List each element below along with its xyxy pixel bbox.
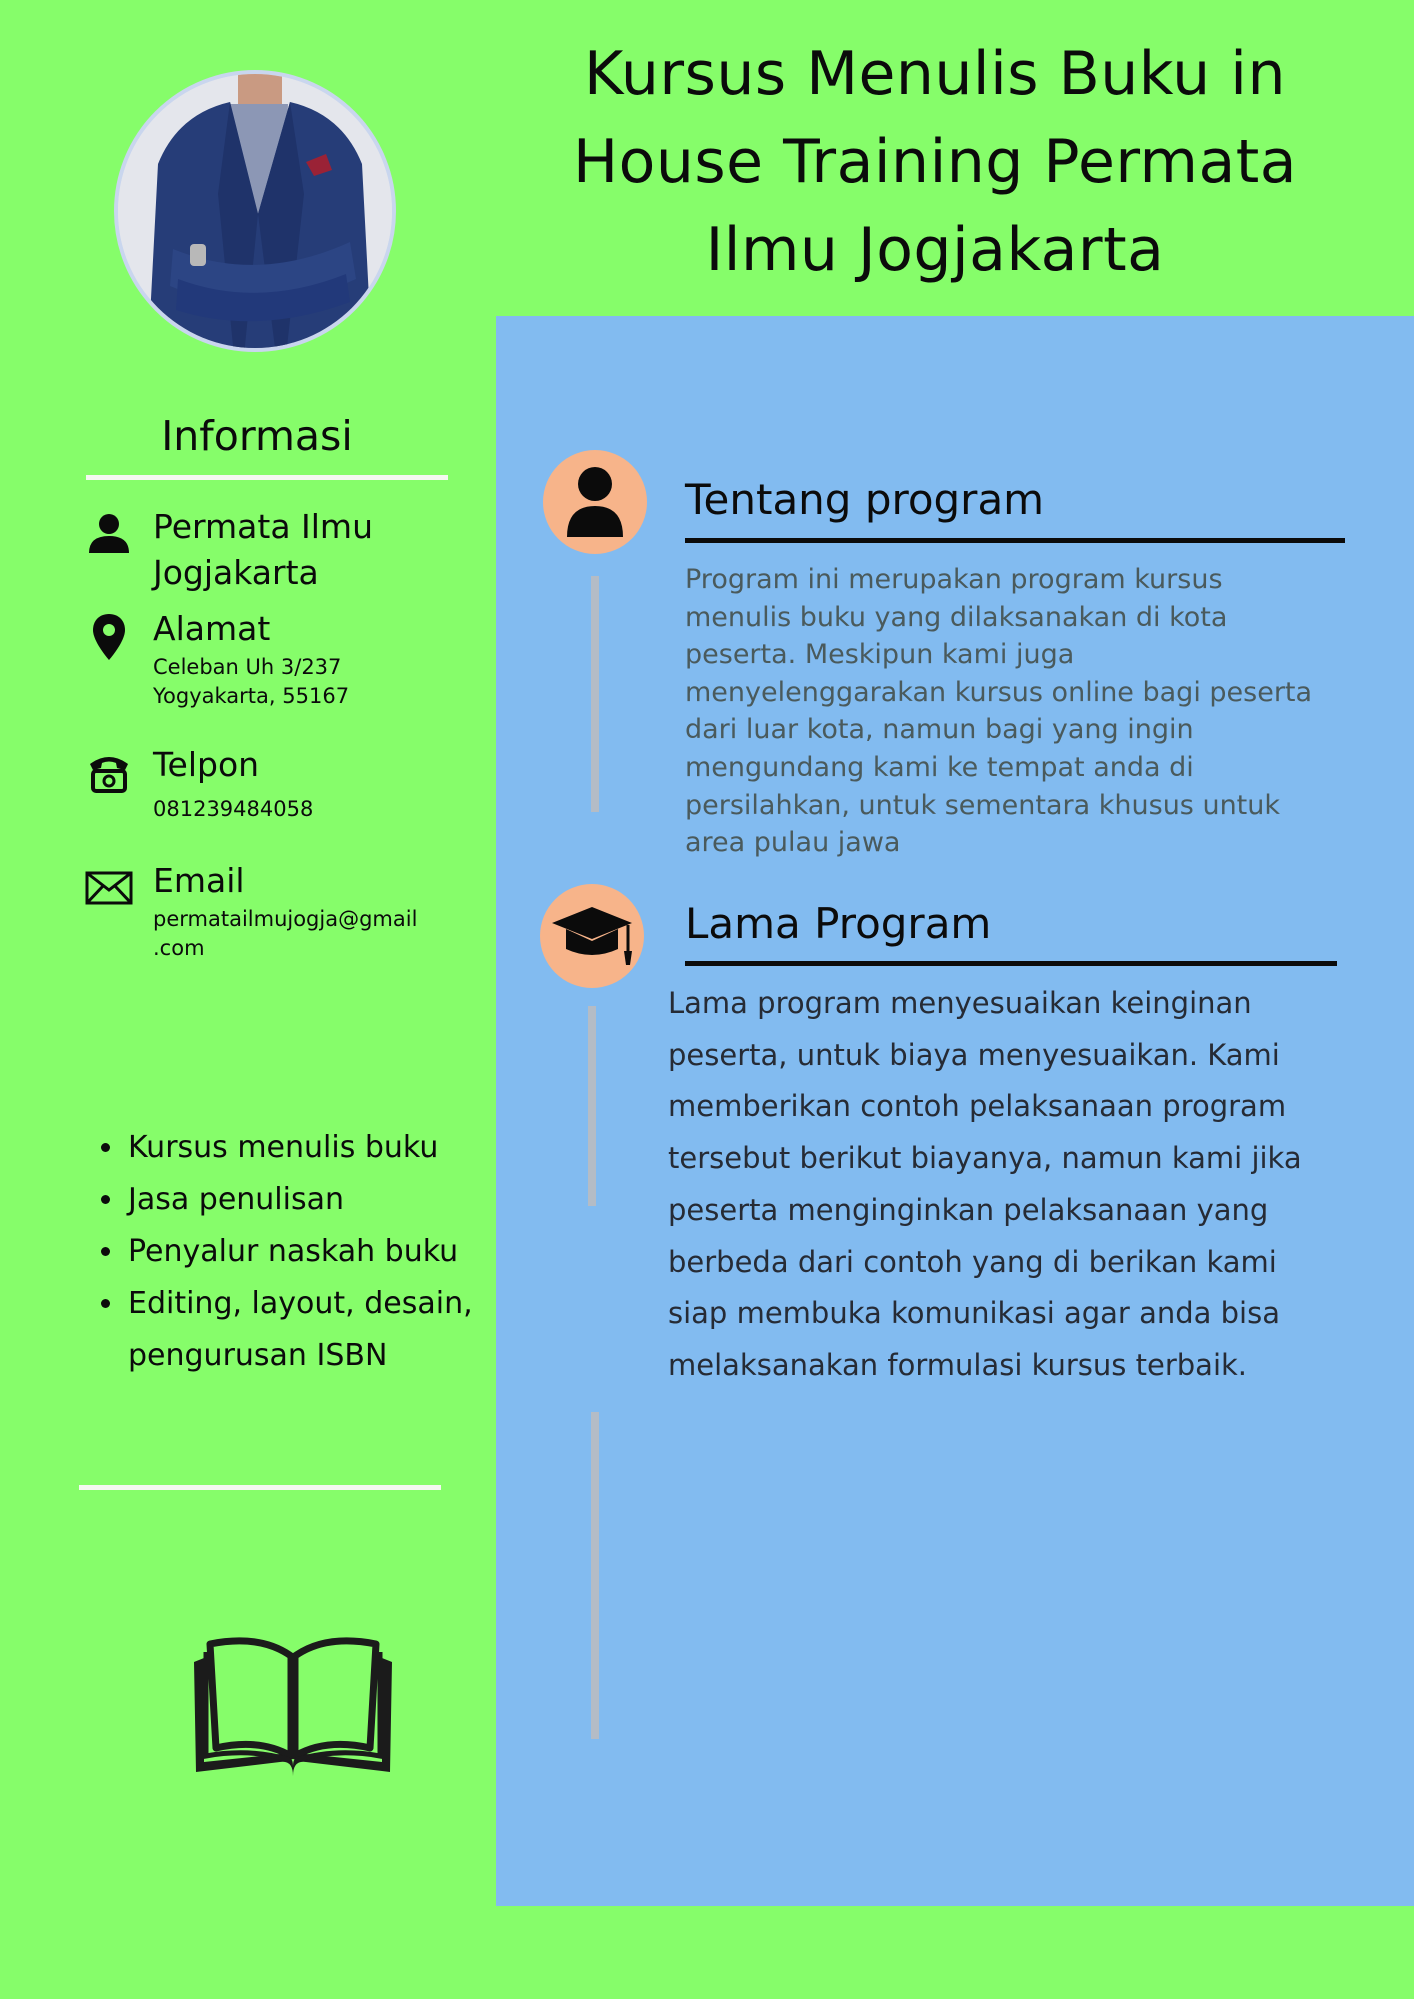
- info-divider: [86, 475, 448, 480]
- timeline-segment: [591, 1412, 599, 1739]
- text-line: persilahkan, untuk sementara khusus untuk: [685, 789, 1281, 821]
- text-line: memberikan contoh pelaksanaan program: [668, 1089, 1287, 1124]
- title-line-2: House Training Permata: [573, 127, 1297, 197]
- section-heading-tentang-program: Tentang program: [685, 475, 1045, 524]
- section-icon-circle: [540, 884, 644, 988]
- map-pin-icon: [84, 612, 134, 662]
- services-list: [98, 1122, 506, 1382]
- address-value: [153, 653, 349, 711]
- section-text-tentang-program: [685, 561, 1385, 862]
- telephone-icon: [84, 748, 134, 798]
- text-line: menyelenggarakan kursus online bagi peserta: [685, 676, 1313, 708]
- address-line-2: Yogyakarta, 55167: [153, 684, 350, 708]
- org-line-1: Permata Ilmu: [153, 507, 373, 546]
- list-item: • Editing, layout, desain, pengurusan ISBN: [126, 1278, 506, 1382]
- text-line: peserta, untuk biaya menyesuaikan. Kami: [668, 1037, 1280, 1072]
- profile-photo: [114, 70, 396, 352]
- timeline-segment: [588, 1006, 596, 1206]
- text-line: Lama program menyesuaikan keinginan: [668, 986, 1252, 1020]
- envelope-icon: [84, 863, 134, 913]
- list-item: • Jasa penulisan: [126, 1174, 506, 1226]
- timeline-segment: [591, 576, 599, 812]
- email-label: Email: [153, 861, 245, 900]
- list-item: • Kursus menulis buku: [126, 1122, 506, 1174]
- text-line: dari luar kota, namun bagi yang ingin: [685, 714, 1194, 746]
- text-line: melaksanakan formulasi kursus terbaik.: [668, 1347, 1248, 1382]
- text-line: tersebut berikut biayanya, namun kami jika: [668, 1141, 1302, 1176]
- page-title: [520, 30, 1350, 294]
- heading-underline: [685, 961, 1337, 966]
- text-line: menulis buku yang dilaksanakan di kota: [685, 601, 1228, 633]
- org-name: [153, 504, 373, 596]
- text-line: berbeda dari contoh yang di berikan kami: [668, 1244, 1277, 1279]
- org-line-2: Jogjakarta: [153, 553, 319, 592]
- info-heading: Informasi: [161, 412, 353, 460]
- open-book-icon: [180, 1634, 406, 1782]
- email-line-2: .com: [153, 936, 205, 960]
- graduation-cap-icon: [550, 903, 634, 969]
- text-line: area pulau jawa: [685, 827, 901, 859]
- email-value: [153, 905, 417, 963]
- text-line: peserta. Meskipun kami juga: [685, 639, 1075, 671]
- address-label: Alamat: [153, 609, 271, 648]
- person-icon: [84, 508, 134, 558]
- section-icon-circle: [543, 450, 647, 554]
- text-line: mengundang kami ke tempat anda di: [685, 751, 1194, 783]
- person-photo-icon: [118, 74, 396, 352]
- text-line: Program ini merupakan program kursus: [685, 564, 1223, 595]
- text-line: peserta menginginkan pelaksanaan yang: [668, 1192, 1269, 1227]
- address-line-1: Celeban Uh 3/237: [153, 655, 342, 679]
- email-line-1: permatailmujogja@gmail: [153, 907, 418, 931]
- phone-value: 081239484058: [153, 797, 314, 821]
- title-line-3: Ilmu Jogjakarta: [705, 215, 1165, 285]
- text-line: siap membuka komunikasi agar anda bisa: [668, 1296, 1280, 1331]
- title-line-1: Kursus Menulis Buku in: [584, 39, 1286, 109]
- sidebar-bottom-divider: [79, 1485, 441, 1490]
- list-item: • Penyalur naskah buku: [126, 1226, 506, 1278]
- section-text-lama-program: [668, 978, 1388, 1392]
- heading-underline: [685, 538, 1345, 543]
- person-icon: [566, 466, 624, 538]
- phone-label: Telpon: [153, 745, 260, 784]
- section-heading-lama-program: Lama Program: [685, 899, 992, 948]
